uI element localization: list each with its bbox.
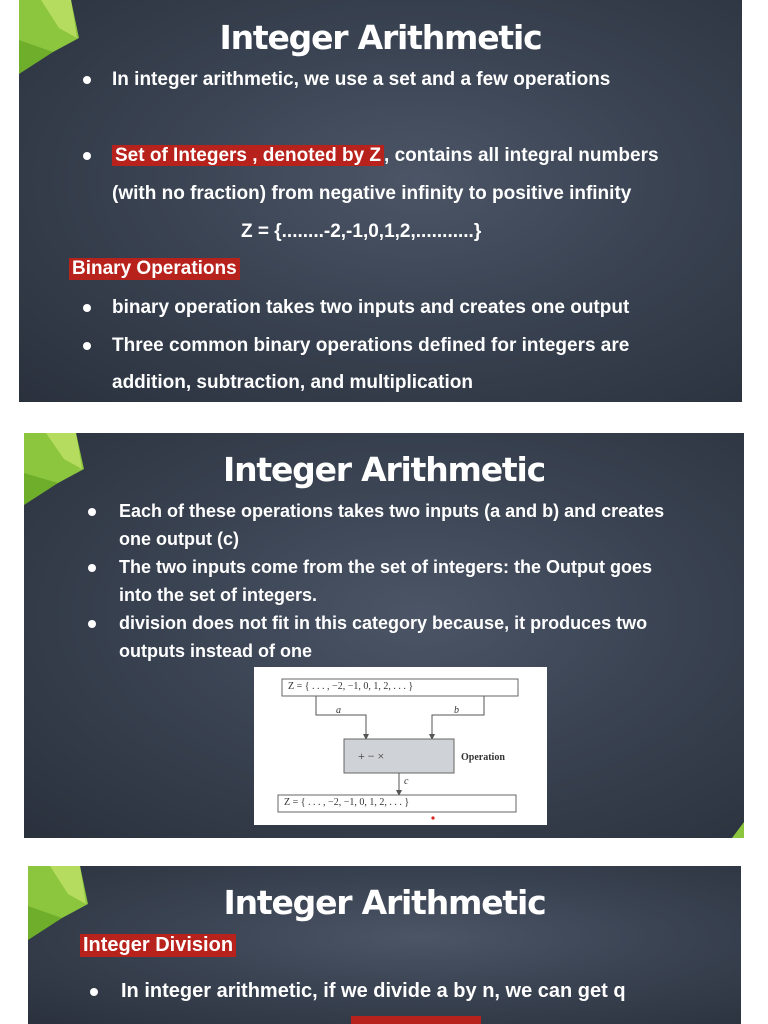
bullet-dot [83,342,91,350]
bullet-continuation: addition, subtraction, and multiplication [112,372,473,393]
bullet-continuation: into the set of integers. [119,585,318,605]
clipped-highlight [351,1016,481,1024]
bullet-dot [88,620,96,628]
set-symbol: Z [241,221,253,242]
set-elements: = {........-2,-1,0,1,2,...........} [252,221,482,242]
bullet-dot [88,508,96,516]
input-a-label: a [336,705,341,716]
slide-3 [28,866,741,1024]
bullet-text-rest: , contains all integral numbers [384,145,659,166]
bullet-dot [83,76,91,84]
operation-label: Operation [461,752,505,763]
output-c-label: c [404,776,409,787]
top-integer-set-label: Z = { . . . , −2, −1, 0, 1, 2, . . . } [288,681,414,692]
slide-title: Integer Arithmetic [223,450,545,489]
bullet-dot [90,988,98,996]
input-b-label: b [454,705,459,716]
bullet-text: Each of these operations takes two inputs (a and b) and creates [119,501,665,521]
bullet-dot [88,564,96,572]
slide-title: Integer Arithmetic [219,18,542,57]
bullet-continuation: (with no fraction) from negative infinity to positive infinity [112,183,632,204]
bullet-text: The two inputs come from the set of integers: the Output goes [119,557,653,577]
slide-title: Integer Arithmetic [223,883,546,922]
section-heading: Binary Operations [69,258,240,280]
bullet-text: division does not fit in this category because, it produces two [119,613,648,633]
set-definition [241,221,481,243]
bullet-text [112,145,659,167]
slide-2 [24,433,744,838]
slide-1 [19,0,742,402]
highlighted-term: Set of Integers , denoted by Z [112,145,384,166]
bottom-integer-set-label: Z = { . . . , −2, −1, 0, 1, 2, . . . } [284,797,410,808]
bullet-continuation: one output (c) [119,529,239,549]
bullet-text: In integer arithmetic, we use a set and a few operations [112,69,611,90]
bullet-text: In integer arithmetic, if we divide a by n, we can get q [121,980,626,1002]
bullet-text: Three common binary operations defined for integers are [112,335,630,356]
bullet-dot [83,304,91,312]
section-heading: Integer Division [80,934,236,957]
bullet-text: binary operation takes two inputs and creates one output [112,297,630,318]
binary-operation-diagram [254,667,547,825]
green-corner-triangle-icon [732,822,744,838]
operation-symbols: + − × [358,749,385,763]
bullet-continuation: outputs instead of one [119,641,312,661]
bullet-dot [83,152,91,160]
